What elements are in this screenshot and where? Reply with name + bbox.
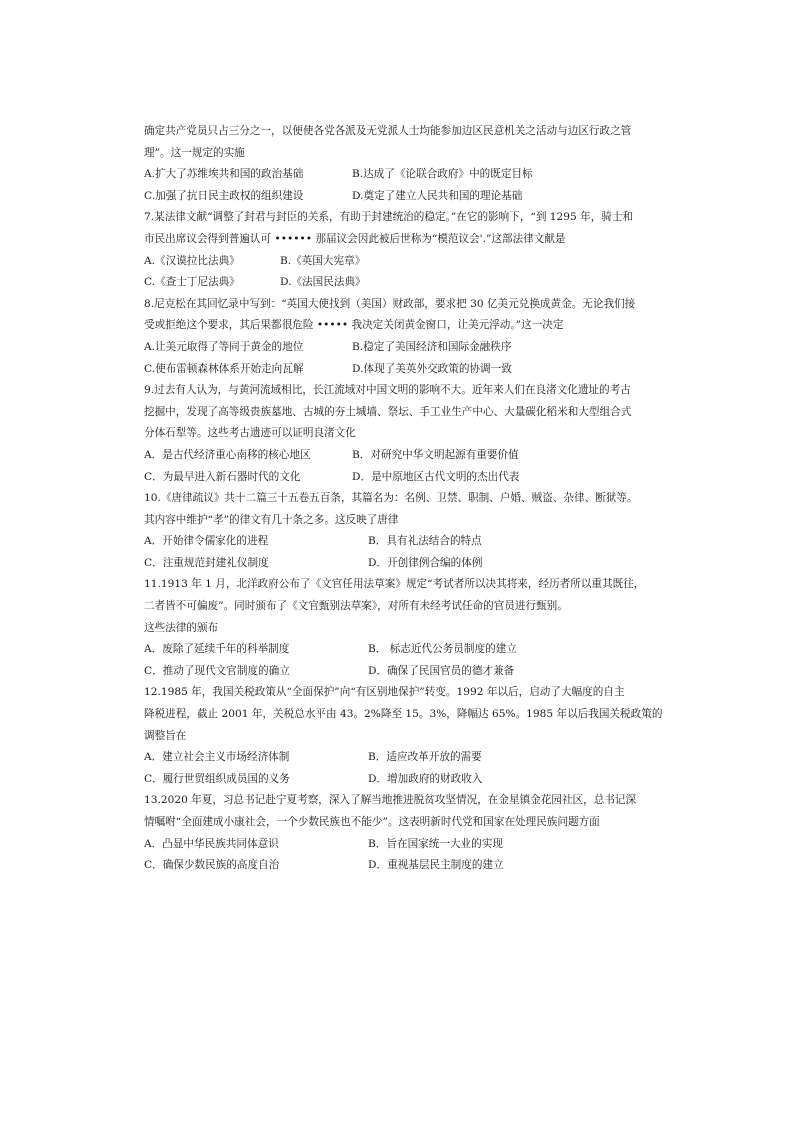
q9-option-d: D．是中原地区古代文明的杰出代表 — [352, 470, 520, 483]
q11-option-a: A．废除了延续千年的科举制度 — [144, 643, 290, 656]
q9-option-c: C．为最早进入新石器时代的文化 — [144, 470, 301, 483]
q8-option-a: A.让美元取得了等同于黄金的地位 — [144, 340, 304, 353]
q10-option-d: D．开创律例合编的体例 — [368, 556, 483, 569]
q10-stem-line-2: 其内容中维护“孝”的律文有几十条之多。这反映了唐律 — [144, 513, 399, 526]
q10-option-a: A．开始律令儒家化的进程 — [144, 535, 269, 548]
q7-option-a: A.《汉谟拉比法典》 — [144, 254, 240, 267]
q7-stem-line-1: 7.某法律文献“调整了封君与封臣的关系，有助于封建统治的稳定。”在它的影响下，“到 1295 年，骑士和 — [144, 211, 634, 224]
q12-option-b: B．适应改革开放的需要 — [368, 751, 482, 764]
q11-options-ab — [144, 639, 704, 661]
q13-option-a: A．凸显中华民族共同体意识 — [144, 837, 279, 850]
q13-option-d: D．重视基层民主制度的建立 — [368, 859, 504, 872]
q7-option-b: B.《英国大宪章》 — [280, 254, 366, 267]
q13-stem-line-1: 13.2020 年夏，习总书记赴宁夏考察，深入了解当地推进脱贫攻坚情况，在金星镇金花园社区，总书记深 — [144, 794, 637, 807]
q10-stem-line-1: 10.《唐律疏议》共十二篇三十五卷五百条，其篇名为：名例、卫禁、职制、户婚、贼盗、杂律、断狱等。 — [144, 492, 638, 505]
q12-options-ab — [144, 747, 704, 769]
q13-options-ab — [144, 834, 704, 856]
q6-option-a: A.扩大了苏维埃共和国的政治基础 — [144, 168, 304, 181]
q11-stem-line-2: 二者皆不可偏废”。同时颁布了《文官甄别法草案》，对所有未经考试任命的官员进行甄别。 — [144, 600, 568, 613]
q12-option-a: A．建立社会主义市场经济体制 — [144, 751, 290, 764]
q11-stem-line-3: 这些法律的颁布 — [144, 621, 219, 634]
q13-options-cd — [144, 855, 704, 877]
q10-options-cd — [144, 553, 704, 575]
q9-options-ab — [144, 445, 704, 467]
q8-options-ab — [144, 337, 704, 359]
q7-options-cd — [144, 272, 704, 294]
q6-stem-line-2: 理”。这一规定的实施 — [144, 146, 245, 159]
q11-option-d: D．确保了民国官员的德才兼备 — [368, 664, 515, 677]
q9-option-b: B．对研究中华文明起源有重要价值 — [352, 448, 519, 461]
q10-option-c: C．注重规范封建礼仪制度 — [144, 556, 269, 569]
q9-stem-line-3: 分体石犁等。这些考古遗迹可以证明良渚文化 — [144, 427, 356, 440]
q12-option-d: D．增加政府的财政收入 — [368, 772, 483, 785]
q9-option-a: A．是古代经济重心南移的核心地区 — [144, 448, 311, 461]
q11-option-c: C．推动了现代文官制度的确立 — [144, 664, 290, 677]
q9-stem-line-2: 挖掘中，发现了高等级贵族墓地、古城的夯土城墙、祭坛、手工业生产中心、大量碳化稻米和大型组合式 — [144, 405, 632, 418]
q6-options-ab — [144, 164, 704, 186]
q12-stem-line-1: 12.1985 年，我国关税政策从“全面保护”向“有区别地保护”转变。1992 年以后，启动了大幅度的自主 — [144, 686, 625, 699]
q8-option-b: B.稳定了美国经济和国际金融秩序 — [352, 340, 512, 353]
q8-stem-line-2: 受或拒绝这个要求，其后果都很危险 ••••• 我决定关闭黄金窗口，让美元浮动。”这一决定 — [144, 319, 564, 332]
q13-option-b: B．旨在国家统一大业的实现 — [368, 837, 503, 850]
q8-stem-line-1: 8.尼克松在其回忆录中写到：“英国大使找到（美国）财政部，要求把 30 亿美元兑换成黄金。无论我们接 — [144, 297, 636, 310]
q13-stem-line-2: 情嘱咐“全面建成小康社会，一个少数民族也不能少”。这表明新时代党和国家在处理民族问题方面 — [144, 816, 600, 828]
q11-options-cd — [144, 661, 704, 683]
q8-options-cd — [144, 359, 704, 381]
q12-options-cd — [144, 769, 704, 791]
q6-option-c: C.加强了抗日民主政权的组织建设 — [144, 189, 304, 202]
exam-page — [144, 121, 704, 877]
q9-stem-line-1: 9.过去有人认为，与黄河流域相比，长江流域对中国文明的影响不大。近年来人们在良渚文化遗址的考古 — [144, 384, 631, 397]
q7-option-d: D.《法国民法典》 — [280, 276, 366, 289]
q6-options-cd — [144, 186, 704, 208]
q7-options-ab — [144, 251, 704, 273]
q13-option-c: C．确保少数民族的高度自治 — [144, 859, 280, 872]
q12-stem-line-2: 降税进程，截止 2001 年，关税总水平由 43。2%降至 15。3%，降幅达 65%。1985 年以后我国关税政策的 — [144, 708, 663, 721]
q10-options-ab — [144, 531, 704, 553]
q8-option-c: C.使布雷顿森林体系开始走向瓦解 — [144, 362, 304, 375]
q10-option-b: B．具有礼法结合的特点 — [368, 535, 482, 548]
q11-stem-line-1: 11.1913 年 1 月，北洋政府公布了《文官任用法草案》规定“考试者所以决其将来，经历者所以重其既往， — [144, 578, 645, 591]
q7-stem-line-2: 市民出席议会得到普遍认可 •••••• 那届议会因此被后世称为“模范议会'.”这部法律文献是 — [144, 232, 566, 245]
q6-option-d: D.奠定了建立人民共和国的理论基础 — [352, 189, 523, 202]
q8-option-d: D.体现了美英外交政策的协调一致 — [352, 362, 512, 375]
q6-stem-line-1: 确定共产党员只占三分之一，以便使各党各派及无党派人士均能参加边区民意机关之活动与边区行政之管 — [144, 125, 632, 137]
q11-option-b: B． 标志近代公务员制度的建立 — [368, 643, 517, 656]
q12-option-c: C．履行世贸组织成员国的义务 — [144, 772, 290, 785]
q9-options-cd — [144, 467, 704, 489]
q6-option-b: B.达成了《论联合政府》中的既定目标 — [352, 168, 533, 181]
q7-option-c: C.《查士丁尼法典》 — [144, 276, 240, 289]
q12-stem-line-3: 调整旨在 — [144, 729, 187, 742]
